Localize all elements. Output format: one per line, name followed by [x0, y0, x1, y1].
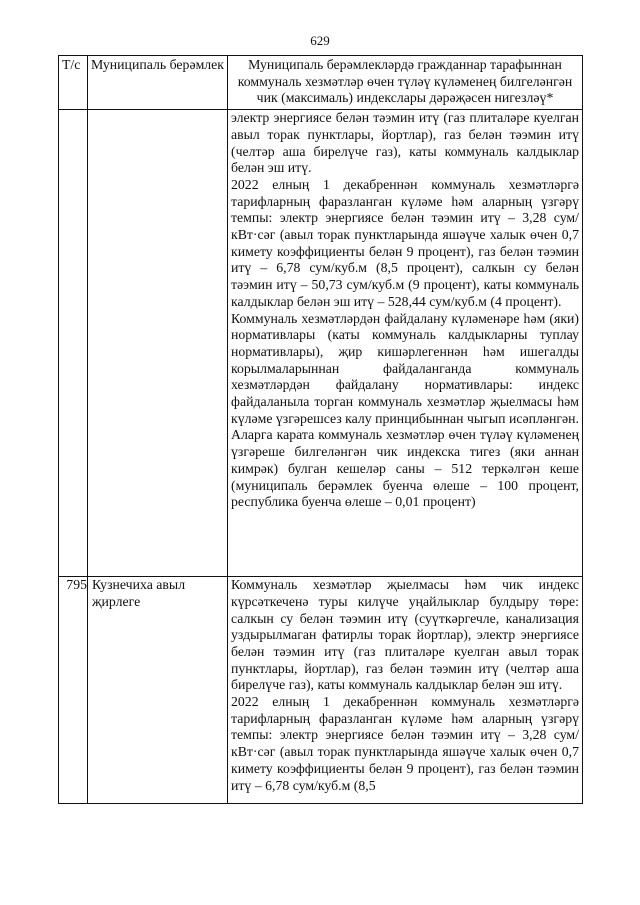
header-description: Муниципаль берәмлекләрдә гражданнар тарафыннан коммуналь хезмәтләр өчен түләү күләменең билгеләнгән чик (максималь) индекслары дәрәҗәсен нигезләү*	[228, 56, 583, 110]
table-row	[59, 577, 583, 804]
header-municipality: Муниципаль берәмлек	[88, 56, 228, 110]
paragraph: 2022 елның 1 декабреннән коммуналь хезмәтләргә тарифларның фаразланган күләме һәм аларның үзгәрү темпы: электр энергиясе белән тәэмин итү – 3,28 сум/кВт·сәг (авыл торак пунктларында яшәүче халык өчен 0,7 кимету коэффициенты белән 9 процент), газ белән тәэмин итү – 6,78 сум/куб.м (8,5	[231, 694, 579, 793]
table-header-row	[59, 56, 583, 110]
paragraph: 2022 елның 1 декабреннән коммуналь хезмәтләргә тарифларның фаразланган күләме һәм аларның үзгәрү темпы: электр энергиясе белән тәэмин итү – 3,28 сум/кВт·сәг (авыл торак пунктларында яшәүче халык өчен 0,7 кимету коэффициенты белән 9 процент), газ белән тәэмин итү – 6,78 сум/куб.м (8,5 процент), салкын су белән тәэмин итү – 50,73 сум/куб.м (9 процент), каты коммуналь калдыклар белән эш итү – 528,44 сум/куб.м (4 процент).	[231, 176, 579, 309]
paragraph: Коммуналь хезмәтләр җыелмасы һәм чик индекс күрсәткеченә туры килүче уңайлыклар булдыру төре: салкын су белән тәэмин итү (суүткәргечле, канализация уздырылмаган фатирлы торак йортлар), электр энергиясе белән тәэмин итү (газ плиталәре куелган авыл торак пунктлары, йортлар), газ белән тәэмин итү (челтәр аша бирелүче газ), каты коммуналь калдыклар белән эш итү.	[231, 577, 579, 693]
row-number	[59, 110, 88, 577]
index-table	[58, 55, 583, 804]
paragraph: Аларга карата коммуналь хезмәтләр өчен түләү күләменең үзгәреше билгеләнгән чик индекска тигез (яки аннан кимрәк) булган кешеләр саны – 512 теркәлгән кеше (муниципаль берәмлек буенча өлеше – 100 процент, республика буенча өлеше – 0,01 процент)	[231, 427, 579, 510]
row-description	[228, 577, 583, 804]
paragraph: Коммуналь хезмәтләрдән файдалану күләменәре һәм (яки) нормативлары (каты коммуналь калдыкларны туплау нормативлары), җир кишәрлегеннән һәм ишегалды корылмаларыннан файдаланганда коммуналь хезмәтләрдән файдалану нормативлары: индекс файдаланыла торган коммуналь хезмәтләр җыелмасы һәм күләме үзгәрешсез калу принцибыннан чыгып исәпләнгән.	[231, 310, 579, 426]
paragraph: электр энергиясе белән тәэмин итү (газ плиталәре куелган авыл торак пунктлары, йортлар), газ белән тәэмин итү (челтәр аша бирелүче газ), каты коммуналь калдыклар белән эш итү.	[231, 110, 579, 176]
table-row	[59, 110, 583, 577]
page-number: 629	[310, 33, 330, 48]
row-municipality: Кузнечиха авыл җирлеге	[88, 577, 228, 804]
header-number: Т/с	[59, 56, 88, 110]
row-description	[228, 110, 583, 577]
row-municipality	[88, 110, 228, 577]
row-number: 795	[59, 577, 88, 804]
